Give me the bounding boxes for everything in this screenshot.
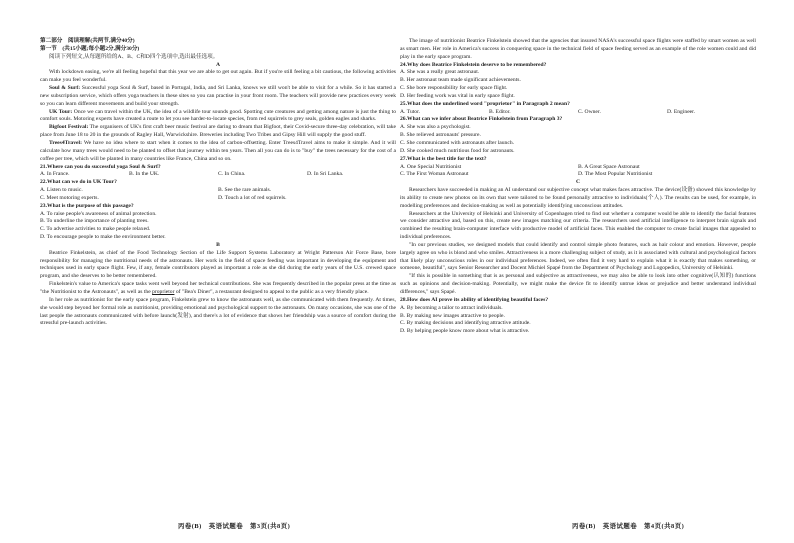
passage-a-item [40, 85, 396, 109]
question-24-options [400, 69, 756, 100]
option[interactable]: C. By making decisions and identifying attractive attitude. [400, 320, 531, 327]
underlined-word: proprietor [152, 289, 175, 295]
passage-c-paragraph-2: Researchers at the University of Helsinki and University of Copenhagen tried to find out whether a computer would be able to identify the facial features we consider attractive and, based on this, create new images matching our criteria. The researchers used artificial intelligence to interpret brain signals and combined the resulting brain-computer interface with productive model of artificial faces. This enabled the computer to create facial images that appealed to individual preferences. [400, 210, 756, 241]
option[interactable]: C. In China. [218, 171, 246, 178]
option[interactable]: B. A Great Space Astronaut [578, 163, 640, 170]
passage-a-item [40, 140, 396, 164]
option[interactable]: D. In Sri Lanka. [307, 171, 344, 178]
instruction: 阅读下列短文,从每题所给的A、B、C和D四个选项中,选出最佳选项。 [49, 53, 219, 60]
option[interactable]: D. Touch a lot of red squirrels. [218, 194, 287, 201]
item-title: Soul & Surf: [49, 85, 81, 92]
option[interactable]: C. She bore responsibility for early space flight. [400, 85, 508, 92]
question-27-options [400, 164, 756, 180]
left-column [40, 38, 396, 328]
option[interactable]: D. By helping people know more about what is attractive. [400, 328, 530, 335]
item-text: We have no idea where to start when it comes to the idea of carbon-offsetting. Enter Trees4Travel aims to make it simple. And it will calculate how many trees would need to be planted to offset that journey within ten years. Then all you can do is to "buy" the trees necessary for the cost of a coffee per tree, which will be planted in many countries like France, China and so on. [40, 139, 396, 162]
question-27-stem: 27.What is the best title for the text? [400, 155, 487, 162]
option[interactable]: C. Meet motoring experts. [40, 194, 99, 201]
option[interactable]: B. Her astronaut team made significant achievements. [400, 77, 521, 84]
item-title: Trees4Travel: [49, 139, 82, 146]
option[interactable]: C. The First Woman Astronaut [400, 171, 469, 178]
question-26-options [400, 124, 756, 155]
question-28-options [400, 305, 756, 336]
option[interactable]: A. In France. [40, 171, 70, 178]
question-22-stem: 22.What can we do in UK Tour? [40, 179, 117, 186]
question-21-options [40, 171, 396, 179]
passage-a-letter: A [215, 61, 221, 68]
question-21-stem: 21.Where can you do successful yoga Soul & Surf? [40, 163, 161, 170]
option[interactable]: B. In the UK. [129, 171, 160, 178]
section-heading: 第二部分 阅读理解(共两节,满分40分) [40, 38, 135, 44]
option[interactable]: C. She communicated with astronauts after launch. [400, 139, 515, 146]
question-24-stem: 24.Why does Beatrice Finkelstein deserve to be remembered? [400, 61, 547, 68]
passage-a-item [40, 124, 396, 140]
passage-c-paragraph-4: "If this is possible in something that is as personal and subjective as attractiveness, we may also be able to look into other cognitive(认知的) functions such as opinions and decision-making. Potentially, we might make the device fit to identify untrue ideas or prejudice and better understand individual differences," says Spapé. [400, 273, 756, 295]
option[interactable]: B. See the rare animals. [218, 187, 272, 194]
passage-a-intro: With lockdown easing, we're all feeling hopeful that this year we are able to get out again. But if you're still feeling a bit cautious, the following activities can make you feel wonderful. [40, 69, 396, 84]
page-footer-right: 丙卷(B) 英语试题卷 第4页(共8页) [572, 523, 685, 530]
question-23-options [40, 211, 396, 242]
passage-c-paragraph-3: "In our previous studies, we designed models that could identify and control simple photo features, such as hair colour and emotion. However, people largely agree on who is blond and who smiles. Attractiveness is a more challenging subject of study, as it is associated with cultural and psychological factors that likely play unconscious roles in our individual preferences. Indeed, we often find it very hard to explain what it is exactly that makes something, or someone, beautiful", says Senior Researcher and Docent Michiel Spapé from the Department of Psychology and Logopedics, University of Helsinki. [400, 241, 756, 272]
option[interactable]: A. Tutor. [400, 108, 421, 115]
option[interactable]: D. She cooked much nutritious food for astronauts. [400, 147, 515, 154]
question-23-stem: 23.What is the purpose of this passage? [40, 202, 134, 209]
question-25-options [400, 109, 756, 117]
passage-a-item [40, 109, 396, 125]
question-26-stem: 26.What can we infer about Beatrice Finkelstein from Paragraph 3? [400, 116, 563, 123]
option[interactable]: A. One Special Nutritionist [400, 163, 462, 170]
option[interactable]: D. Engineer. [667, 108, 696, 115]
passage-b-paragraph-3: In her role as nutritionist for the early space program, Finkelstein grew to know the astronauts well, as she communicated with them frequently. At times, she would step beyond her formal role as nutritionist, providing emotional and psychological support to the astronauts. On many occasions, she was one of the last people the astronauts communicated with before launch(发射), and there's a lot of evidence that shows her friendship was a source of comfort during the stressful pre-launch activities. [40, 296, 396, 327]
option[interactable]: C. Owner. [578, 108, 601, 115]
option[interactable]: C. To advertise activities to make people relaxed. [40, 226, 151, 233]
passage-c-letter: C [575, 179, 581, 186]
question-22-options [40, 187, 396, 203]
option[interactable]: A. She was also a psychologist. [400, 124, 471, 131]
option[interactable]: D. To encourage people to make the environment better. [40, 234, 166, 241]
subsection-heading: 第一节 (共15小题;每小题2分,满分30分) [40, 45, 140, 52]
right-column [400, 38, 756, 336]
option[interactable]: A. To raise people's awareness of animal protection. [40, 210, 157, 217]
paragraph-text: of "Bea's Diner", a restaurant designed to appeal to the public as a very friendly place. [174, 289, 369, 295]
option[interactable]: B. To underline the importance of planting trees. [40, 218, 149, 225]
item-text: The organisers of UK's first craft beer music festival are daring to dream that Bigfoot, their Covid-secure three-day celebration, will take place from June 18 to 20 in the grounds of Ragley Hall, Warwickshire. Breweries including Two Tribes and Gipsy Hill will supply the good stuff. [40, 124, 396, 139]
question-25-stem: 25.What does the underlined word "proprietor" in Paragraph 2 mean? [400, 100, 570, 107]
item-title: UK Tour: [49, 108, 73, 115]
page-footer-left: 丙卷(B) 英语试题卷 第3页(共8页) [178, 523, 291, 530]
option[interactable]: B. She relieved astronauts' pressure. [400, 132, 481, 139]
option[interactable]: B. Editor. [489, 108, 511, 115]
option[interactable]: B. By making new images attractive to people. [400, 312, 505, 319]
option[interactable]: A. She was a really great astronaut. [400, 69, 480, 76]
option[interactable]: A. Listen to music. [40, 187, 83, 194]
item-text: Once we can travel within the UK, the idea of a wildlife tour sounds good. Spotting cute creatures and getting among nature is just the thing to comfort souls. Motoring experts have created a route to let you see harder-to-locate species, from red squirrels to grey seals, golden eagles and sharks. [40, 108, 396, 123]
option[interactable]: A. By becoming a tailor to attract individuals. [400, 304, 503, 311]
option[interactable]: D. Her feeding work was vital in early space flight. [400, 92, 515, 99]
passage-b-paragraph-2 [40, 281, 396, 297]
item-title: Bigfoot Festival: [49, 124, 89, 131]
passage-b-letter: B [216, 241, 220, 248]
option[interactable]: D. The Most Popular Nutritionist [578, 171, 653, 178]
passage-c-paragraph-1: Researchers have succeeded in making an AI understand our subjective concept what makes faces attractive. The device(设备) showed this knowledge by its ability to create new photos on its own that were tailored to be found personally attractive to individuals(个人). The results can be used, for example, in modelling preferences and decision-making as well as potentially identifying unconscious attitudes. [400, 187, 756, 209]
item-text: Successful yoga Soul & Surf, based in Portugal, India, and Sri Lanka, knows we still won't be able to visit for a while. So it has started a new subscription service, which offers yoga teachers in these sites so you can practise in your front room. The teachers will provide new practices every week so you can learn different movements and build your strength. [40, 85, 396, 107]
passage-b-paragraph-1: Beatrice Finkelstein, as chief of the Food Technology Section of the Life Support Systems Laboratory at Wright Patterson Air Force Base, bore responsibility for managing the nutritional needs of the astronauts. Her work in the field of space feeding was important in developing the equipment and techniques used in early space flight. Few, if any, female contributors played as important a role as she did during the early years of the U.S. crewed space program, and she deserves to be better remembered. [40, 249, 396, 280]
question-28-stem: 28.How does AI prove its ability of identifying beautiful faces? [400, 296, 549, 303]
paragraph-text: Finkelstein's value to America's space tasks went well beyond her technical contributions. She was frequently described in the popular press at the time as "the Nutritionist to the Astronauts", as well as the [40, 281, 396, 295]
passage-b-paragraph-4: The image of nutritionist Beatrice Finkelstein showed that the agencies that insured NASA's successful space flights were staffed by smart women as well as smart men. Her role in America's success in conquering space in the technical field of space feeding served as an example of the role women could and did play in the early space program. [400, 38, 756, 60]
